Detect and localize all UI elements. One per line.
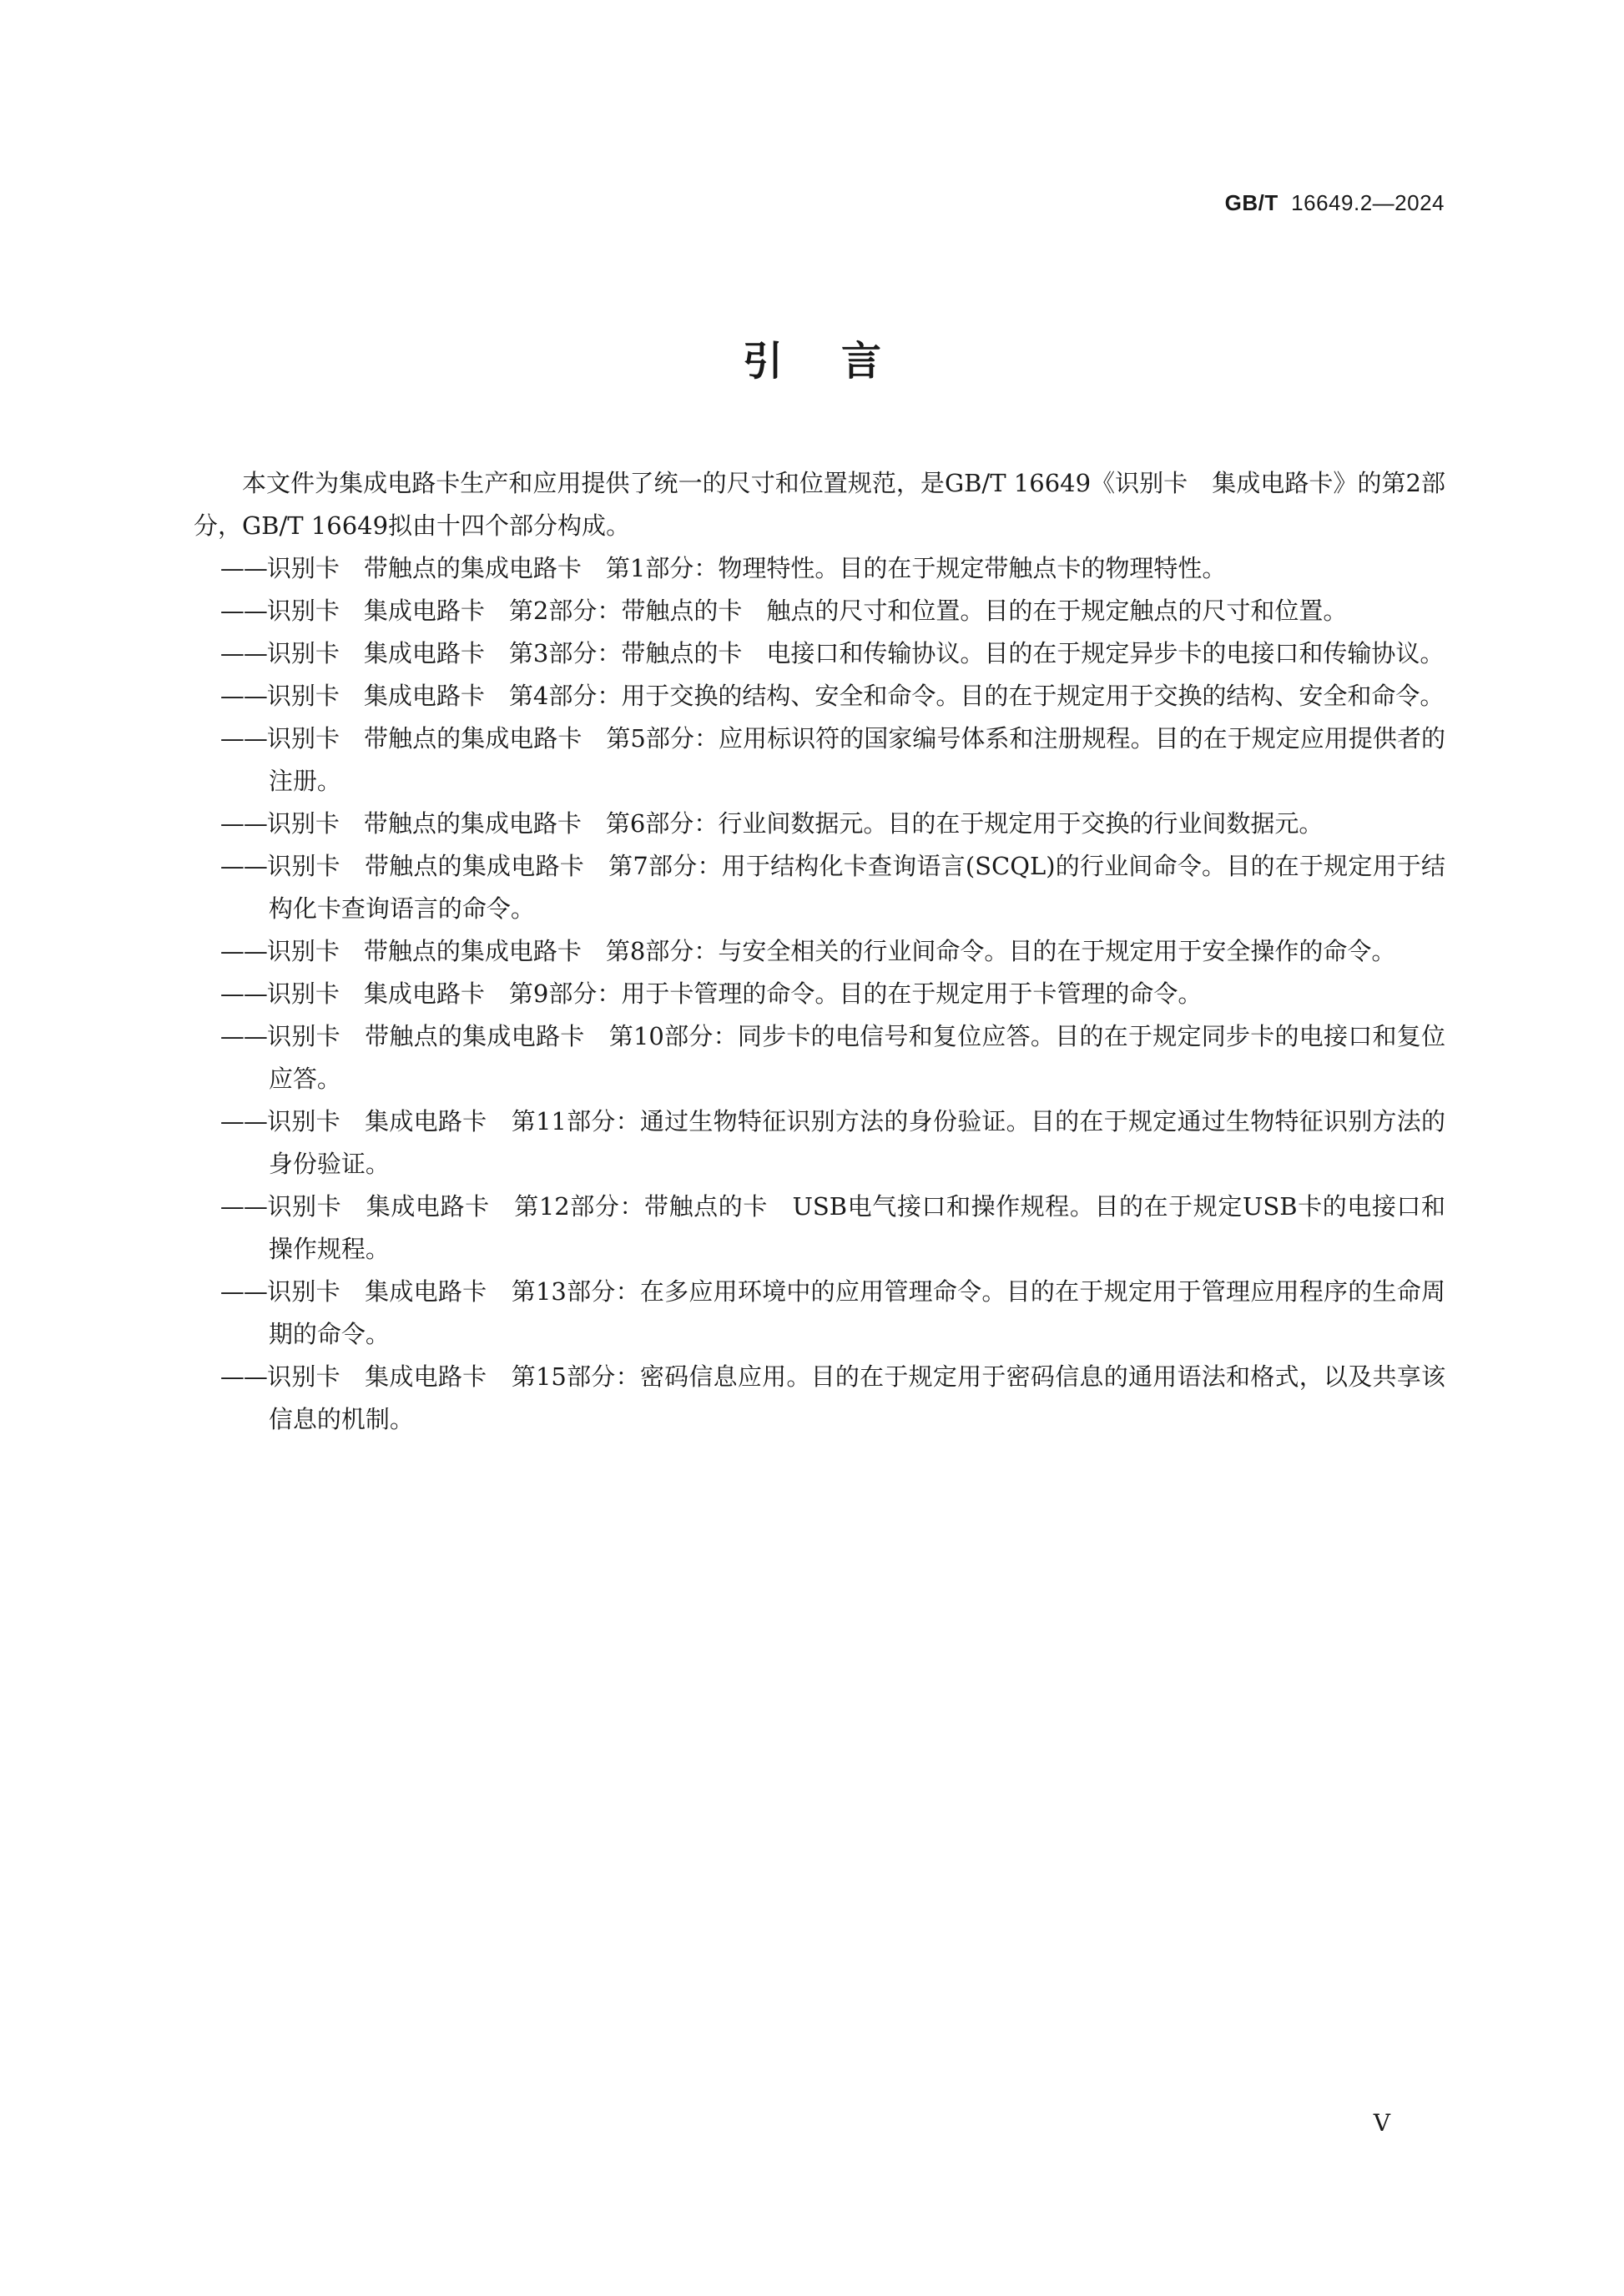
part-text: 识别卡 集成电路卡 第3部分：带触点的卡 电接口和传输协议。目的在于规定异步卡的电接口和传输协议。 — [266, 639, 1445, 667]
standard-number: 16649.2—2024 — [1291, 190, 1445, 215]
list-item — [194, 1186, 1445, 1271]
list-item — [194, 675, 1445, 718]
introduction-body — [194, 462, 1445, 1441]
list-item — [194, 632, 1445, 675]
dash-marker: —— — [219, 1362, 267, 1391]
dash-marker: —— — [219, 809, 267, 838]
dash-marker: —— — [219, 979, 267, 1008]
dash-marker: —— — [219, 1022, 267, 1050]
part-text: 识别卡 集成电路卡 第12部分：带触点的卡 USB电气接口和操作规程。目的在于规定USB卡的电接口和操作规程。 — [266, 1192, 1445, 1263]
list-item — [194, 930, 1445, 973]
dash-marker: —— — [219, 1277, 267, 1306]
list-item — [194, 1100, 1445, 1186]
part-text: 识别卡 带触点的集成电路卡 第1部分：物理特性。目的在于规定带触点卡的物理特性。 — [266, 554, 1227, 582]
part-text: 识别卡 集成电路卡 第11部分：通过生物特征识别方法的身份验证。目的在于规定通过生物特征识别方法的身份验证。 — [266, 1107, 1445, 1178]
page-title: 引言 — [742, 338, 940, 385]
part-text: 识别卡 带触点的集成电路卡 第6部分：行业间数据元。目的在于规定用于交换的行业间数据元。 — [266, 809, 1324, 838]
dash-marker: —— — [219, 554, 267, 582]
list-item — [194, 1015, 1445, 1100]
dash-marker: —— — [219, 724, 267, 753]
dash-marker: —— — [219, 852, 267, 880]
dash-marker: —— — [219, 597, 267, 625]
list-item — [194, 973, 1445, 1015]
dash-marker: —— — [219, 682, 267, 710]
page-number: V — [1373, 2109, 1390, 2137]
parts-list — [194, 547, 1445, 1441]
list-item — [194, 803, 1445, 845]
list-item — [194, 1271, 1445, 1356]
part-text: 识别卡 带触点的集成电路卡 第8部分：与安全相关的行业间命令。目的在于规定用于安全操作的命令。 — [266, 937, 1396, 965]
intro-paragraph: 本文件为集成电路卡生产和应用提供了统一的尺寸和位置规范，是GB/T 16649《识别卡 集成电路卡》的第2部分，GB/T 16649拟由十四个部分构成。 — [194, 469, 1445, 540]
part-text: 识别卡 集成电路卡 第9部分：用于卡管理的命令。目的在于规定用于卡管理的命令。 — [266, 979, 1203, 1008]
part-text: 识别卡 集成电路卡 第4部分：用于交换的结构、安全和命令。目的在于规定用于交换的结构、安全和命令。 — [266, 682, 1445, 710]
list-item — [194, 590, 1445, 632]
part-text: 识别卡 集成电路卡 第13部分：在多应用环境中的应用管理命令。目的在于规定用于管理应用程序的生命周期的命令。 — [266, 1277, 1445, 1348]
list-item — [194, 1356, 1445, 1441]
list-item — [194, 845, 1445, 930]
part-text: 识别卡 带触点的集成电路卡 第10部分：同步卡的电信号和复位应答。目的在于规定同步卡的电接口和复位应答。 — [266, 1022, 1445, 1093]
standard-prefix: GB/T — [1224, 190, 1279, 215]
standard-number-header — [1225, 190, 1445, 216]
part-text: 识别卡 带触点的集成电路卡 第5部分：应用标识符的国家编号体系和注册规程。目的在于规定应用提供者的注册。 — [266, 724, 1445, 795]
list-item — [194, 718, 1445, 803]
part-text: 识别卡 集成电路卡 第15部分：密码信息应用。目的在于规定用于密码信息的通用语法和格式，以及共享该信息的机制。 — [266, 1362, 1445, 1433]
part-text: 识别卡 集成电路卡 第2部分：带触点的卡 触点的尺寸和位置。目的在于规定触点的尺寸和位置。 — [266, 597, 1348, 625]
part-text: 识别卡 带触点的集成电路卡 第7部分：用于结构化卡查询语言(SCQL)的行业间命令。目的在于规定用于结构化卡查询语言的命令。 — [266, 852, 1445, 923]
dash-marker: —— — [219, 937, 267, 965]
dash-marker: —— — [219, 639, 267, 667]
dash-marker: —— — [219, 1192, 267, 1221]
dash-marker: —— — [219, 1107, 267, 1135]
list-item — [194, 547, 1445, 590]
